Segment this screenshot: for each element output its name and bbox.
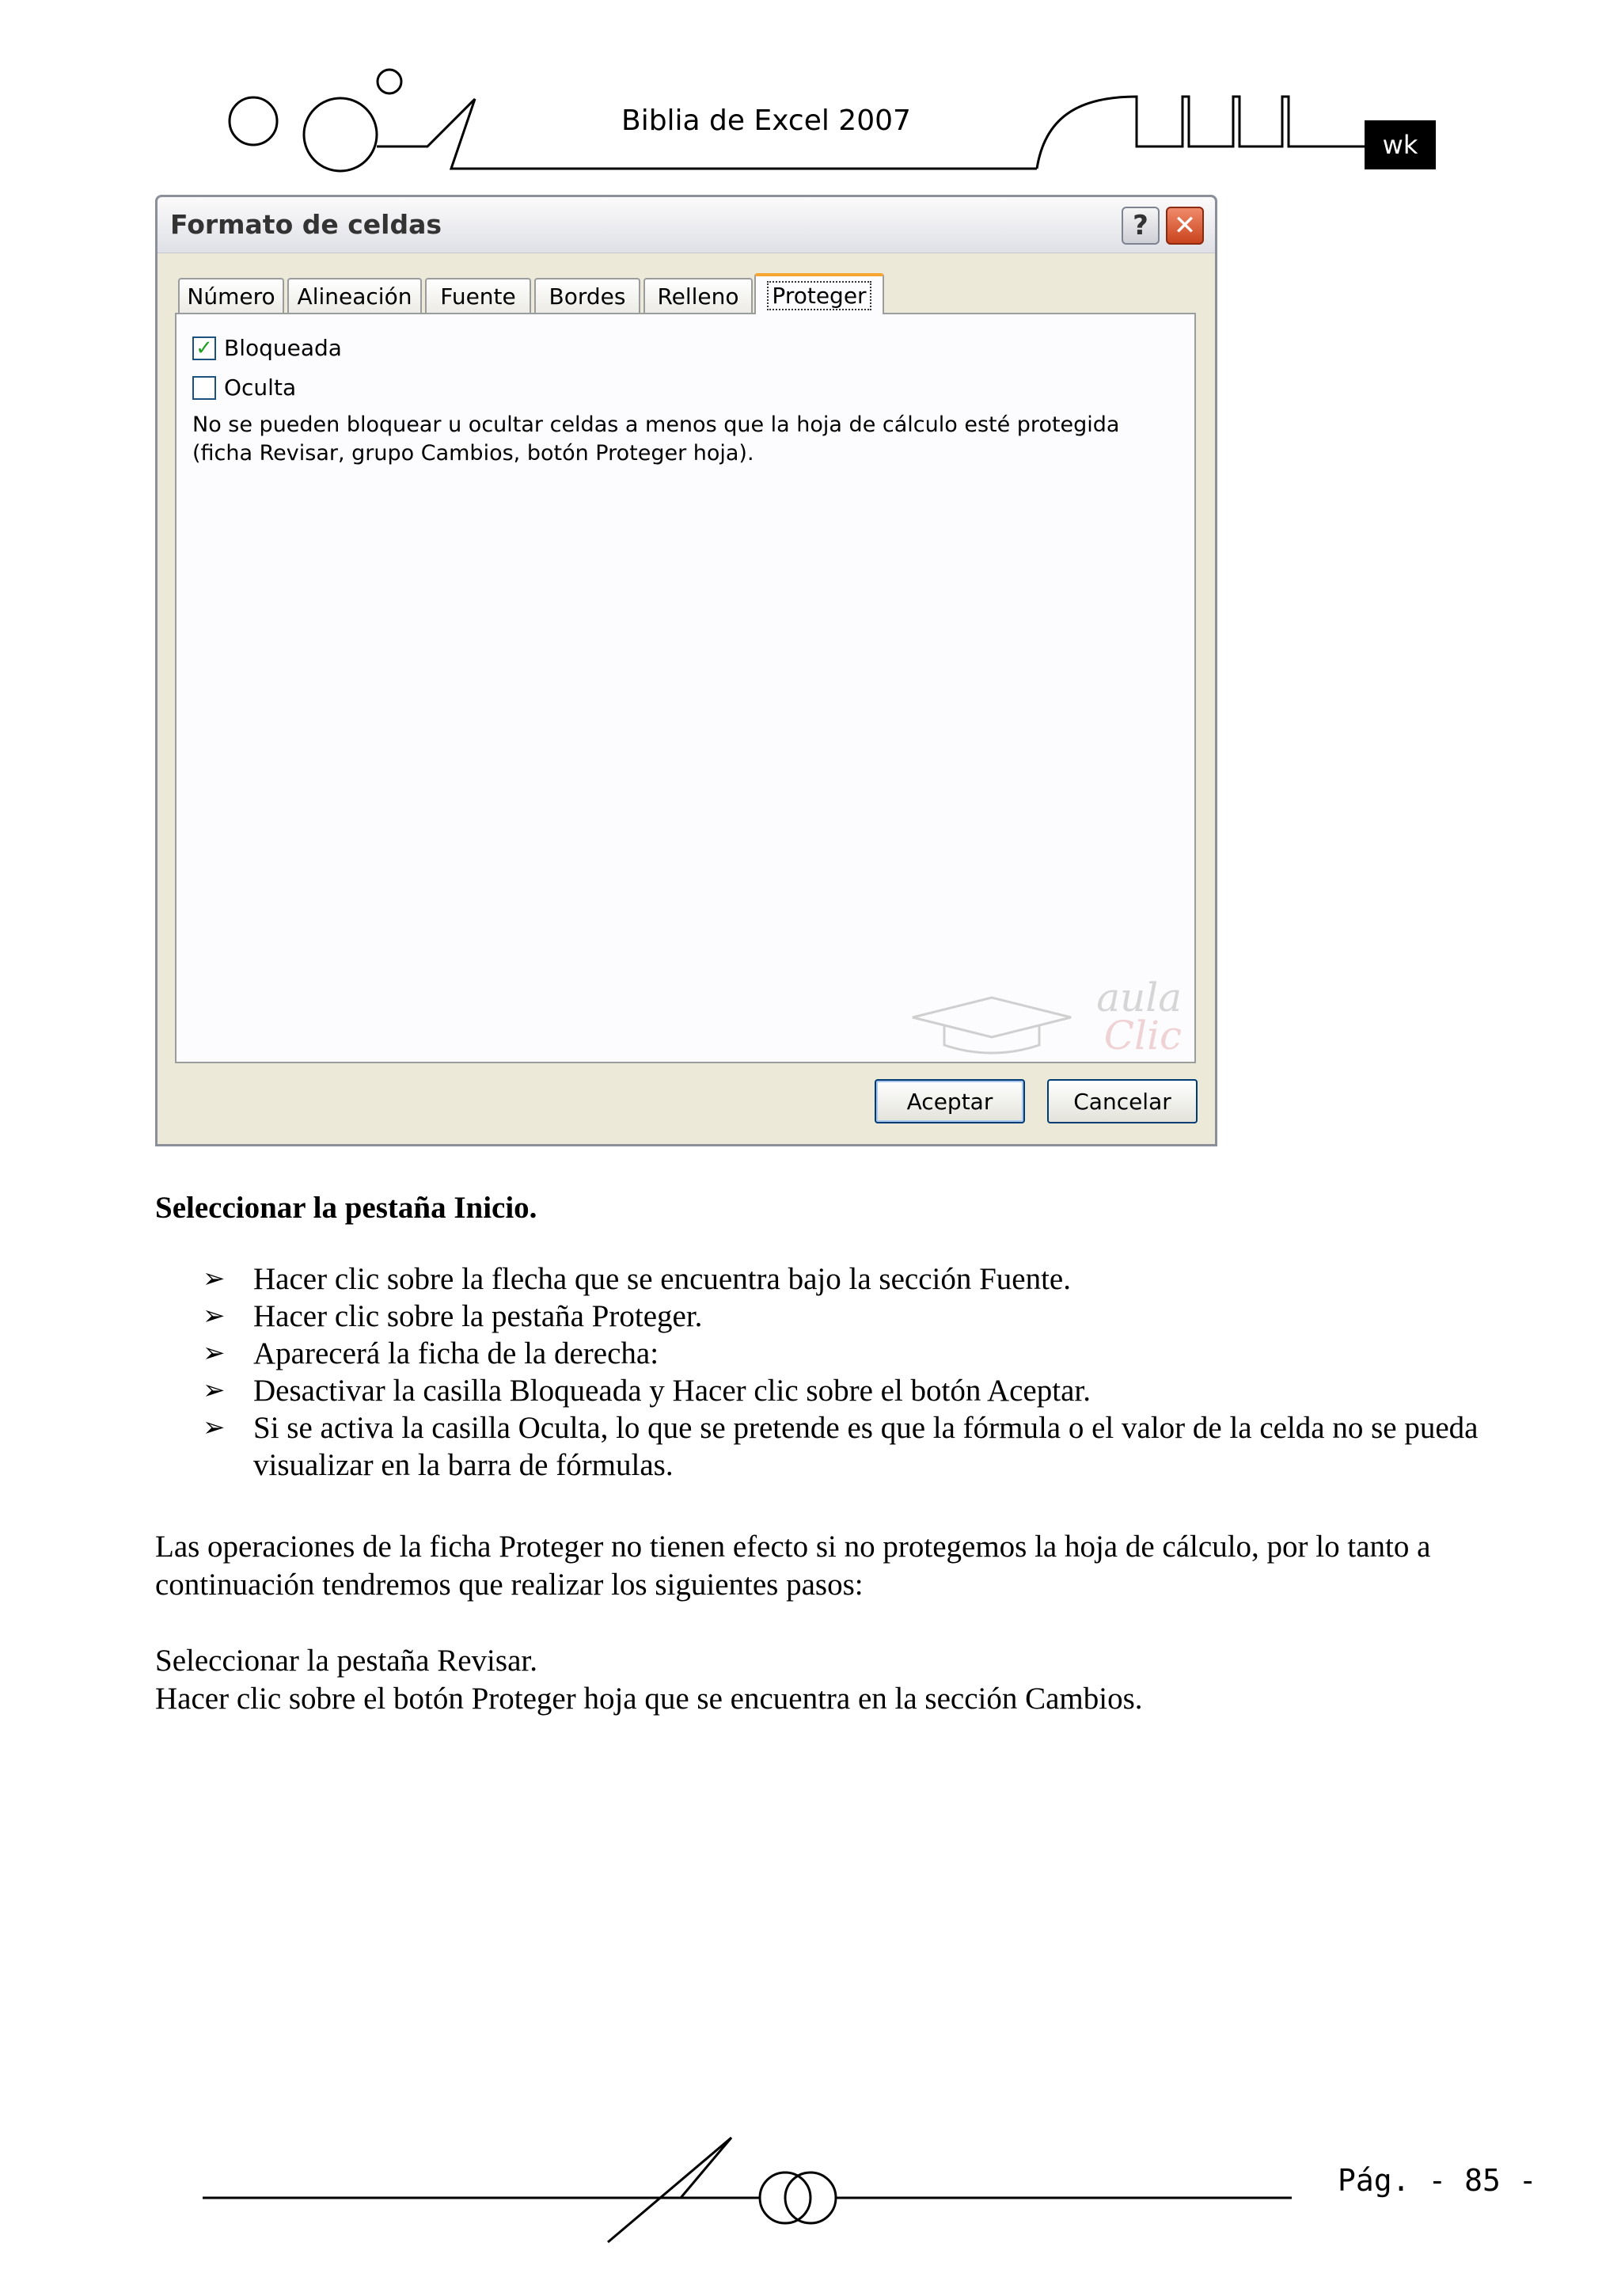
- help-button[interactable]: ?: [1122, 207, 1160, 245]
- steps-list: [203, 1260, 1517, 1484]
- tab-proteger[interactable]: [754, 273, 884, 314]
- proteger-panel: [175, 313, 1196, 1063]
- aceptar-button[interactable]: Aceptar: [875, 1079, 1025, 1123]
- bloqueada-label: Bloqueada: [224, 335, 342, 361]
- list-item-text: Hacer clic sobre la pestaña Proteger.: [253, 1299, 703, 1333]
- bloqueada-checkbox[interactable]: ✓: [192, 336, 216, 360]
- arrow-bullet-icon: ➢: [203, 1412, 226, 1443]
- page-number: Pág. - 85 -: [1338, 2163, 1537, 2198]
- dialog-titlebar[interactable]: [158, 197, 1215, 253]
- oculta-checkbox[interactable]: [192, 376, 216, 400]
- arrow-bullet-icon: ➢: [203, 1337, 226, 1369]
- oculta-option[interactable]: [192, 374, 296, 401]
- paragraph-select-revisar: Seleccionar la pestaña Revisar.: [155, 1644, 537, 1678]
- paragraph-click-proteger-hoja: Hacer clic sobre el botón Proteger hoja que se encuentra en la sección Cambios.: [155, 1682, 1143, 1716]
- tab-numero[interactable]: Número: [178, 278, 284, 313]
- cancelar-button[interactable]: Cancelar: [1047, 1079, 1198, 1123]
- tab-proteger-label: Proteger: [767, 281, 871, 310]
- tab-fuente[interactable]: Fuente: [425, 278, 531, 313]
- header-circle-small: [230, 97, 277, 145]
- oculta-label: Oculta: [224, 374, 297, 401]
- list-item-text: Aparecerá la ficha de la derecha:: [253, 1336, 659, 1370]
- dialog-title: Formato de celdas: [170, 209, 442, 240]
- list-item: [203, 1298, 1517, 1335]
- list-item: [203, 1409, 1517, 1484]
- list-item-text: Hacer clic sobre la flecha que se encuentra bajo la sección Fuente.: [253, 1262, 1071, 1296]
- tab-bordes[interactable]: Bordes: [534, 278, 640, 313]
- header-circle-large: [304, 98, 377, 171]
- list-item: [203, 1260, 1517, 1298]
- bloqueada-option[interactable]: [192, 335, 342, 361]
- header-title: Biblia de Excel 2007: [621, 105, 911, 137]
- arrow-bullet-icon: ➢: [203, 1300, 226, 1332]
- list-item: [203, 1335, 1517, 1372]
- header-wave-line: [1037, 97, 1365, 169]
- paragraph-operations: Las operaciones de la ficha Proteger no tienen efecto si no protegemos la hoja de cálculo, por lo tanto a continuación tendremos que realizar los siguientes pasos:: [155, 1530, 1431, 1602]
- watermark-text-aula: aula: [1096, 975, 1182, 1021]
- list-item: [203, 1372, 1517, 1409]
- tab-alineacion[interactable]: Alineación: [287, 278, 422, 313]
- list-item-text: Si se activa la casilla Oculta, lo que se pretende es que la fórmula o el valor de la celda no se pueda visualizar en la barra de fórmulas.: [253, 1411, 1479, 1482]
- graduation-cap-icon: [897, 994, 1087, 1057]
- arrow-bullet-icon: ➢: [203, 1263, 226, 1294]
- header-circle-tiny: [378, 70, 401, 93]
- format-cells-dialog: [155, 195, 1217, 1146]
- close-button[interactable]: ✕: [1166, 207, 1204, 245]
- wk-badge: wk: [1365, 120, 1436, 169]
- tab-relleno[interactable]: Relleno: [643, 278, 753, 313]
- section-heading: Seleccionar la pestaña Inicio.: [155, 1191, 537, 1225]
- protection-note: No se pueden bloquear u ocultar celdas a menos que la hoja de cálculo esté protegida (ficha Revisar, grupo Cambios, botón Proteger hoja).: [192, 412, 1120, 466]
- list-item-text: Desactivar la casilla Bloqueada y Hacer clic sobre el botón Aceptar.: [253, 1374, 1091, 1408]
- aulaclic-watermark: [897, 975, 1190, 1059]
- watermark-text-clic: Clic: [1103, 1013, 1182, 1059]
- arrow-bullet-icon: ➢: [203, 1374, 226, 1406]
